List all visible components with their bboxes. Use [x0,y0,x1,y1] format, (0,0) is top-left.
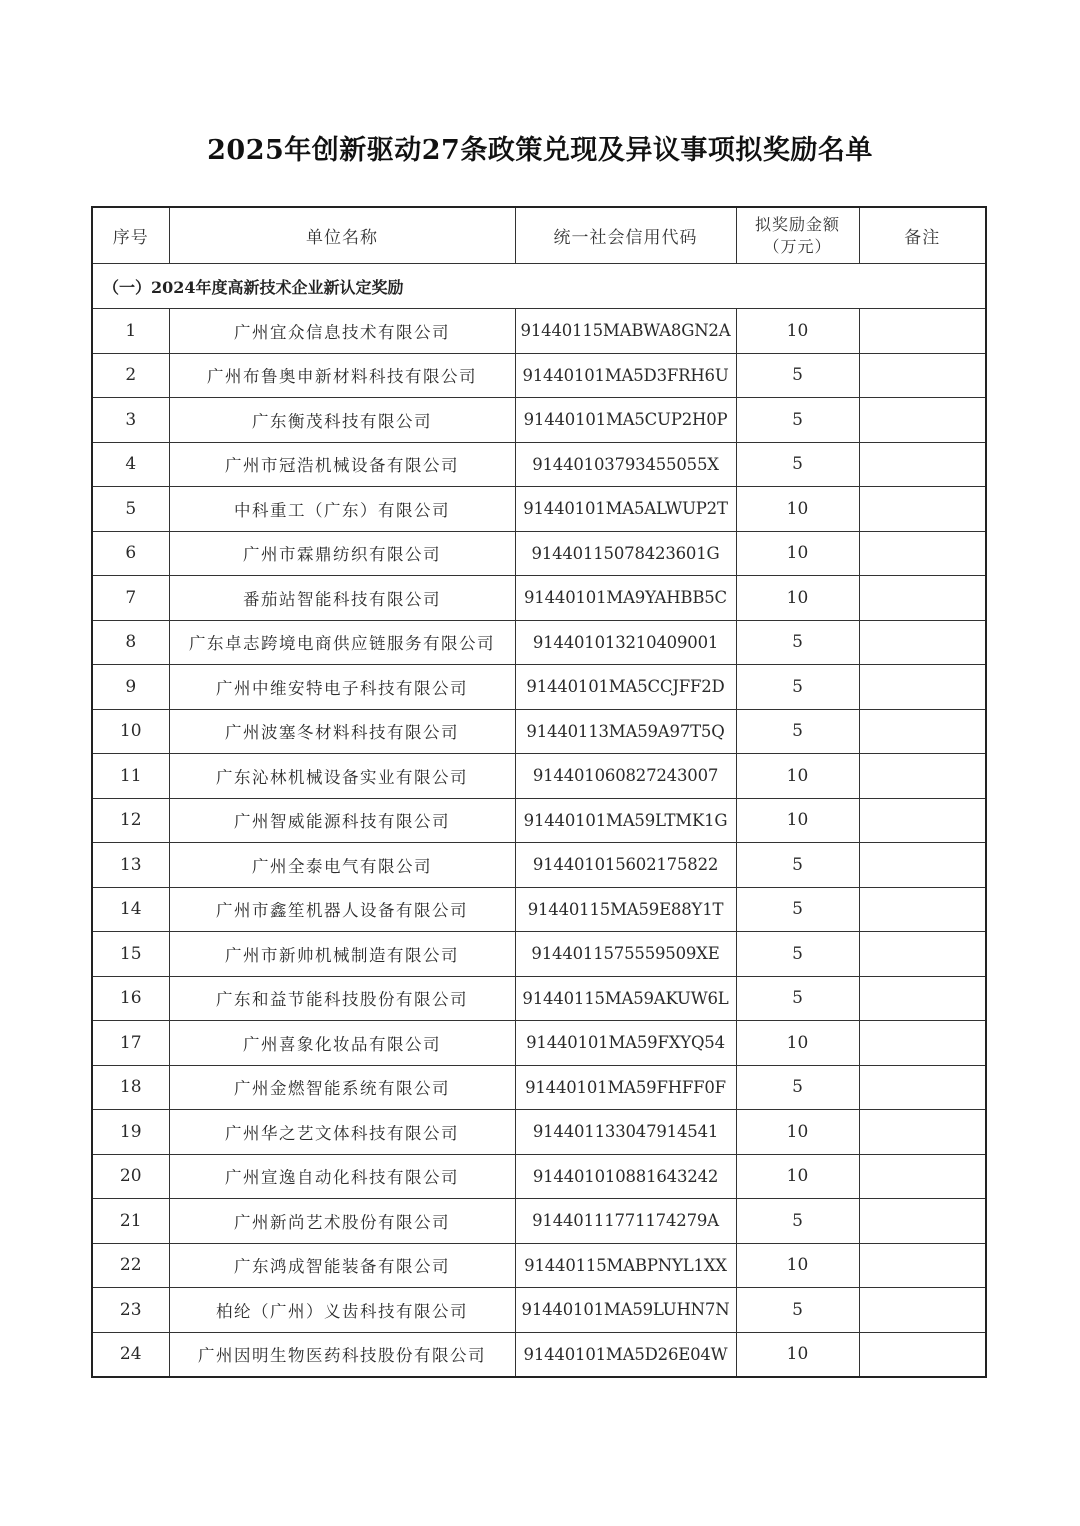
header-amount [736,207,859,264]
row-note-cell [859,887,986,932]
row-amount-cell: 5 [736,1199,859,1244]
table-row [92,531,986,576]
row-name-cell: 广州金燃智能系统有限公司 [169,1065,515,1110]
table-row [92,976,986,1021]
row-no-cell: 13 [92,843,169,888]
row-amount-cell: 10 [736,1154,859,1199]
row-no-cell: 7 [92,576,169,621]
row-amount-cell: 10 [736,1332,859,1377]
row-note-cell [859,709,986,754]
row-code-cell: 91440101MA5CUP2H0P [515,398,736,443]
row-no-cell: 22 [92,1243,169,1288]
row-no-cell: 4 [92,442,169,487]
row-no-cell: 15 [92,932,169,977]
row-amount-cell: 10 [736,754,859,799]
row-code-cell: 914401133047914541 [515,1110,736,1155]
row-amount-cell: 10 [736,309,859,354]
row-code-cell: 91440101MA59LUHN7N [515,1288,736,1333]
page-title: 2025年创新驱动27条政策兑现及异议事项拟奖励名单 [207,135,873,166]
table-row [92,1154,986,1199]
row-amount-cell: 10 [736,1021,859,1066]
award-table [91,206,987,1378]
row-name-cell: 广州市新帅机械制造有限公司 [169,932,515,977]
row-no-cell: 2 [92,353,169,398]
row-code-cell: 91440115MA59AKUW6L [515,976,736,1021]
row-amount-cell: 10 [736,487,859,532]
row-note-cell [859,1288,986,1333]
row-amount-cell: 5 [736,620,859,665]
row-code-cell: 91440115MABPNYL1XX [515,1243,736,1288]
row-no-cell: 3 [92,398,169,443]
row-name-cell: 广州宜众信息技术有限公司 [169,309,515,354]
row-note-cell [859,1021,986,1066]
table-row [92,665,986,710]
table-row [92,1332,986,1377]
row-amount-cell: 5 [736,887,859,932]
table-row [92,1110,986,1155]
row-amount-cell: 5 [736,843,859,888]
row-note-cell [859,487,986,532]
table-row [92,754,986,799]
row-no-cell: 6 [92,531,169,576]
row-code-cell: 914401015602175822 [515,843,736,888]
row-note-cell [859,309,986,354]
table-row [92,442,986,487]
row-note-cell [859,531,986,576]
row-amount-cell: 5 [736,932,859,977]
row-name-cell: 广州布鲁奥申新材料科技有限公司 [169,353,515,398]
row-name-cell: 广东衡茂科技有限公司 [169,398,515,443]
row-note-cell [859,1154,986,1199]
row-name-cell: 广州全泰电气有限公司 [169,843,515,888]
row-no-cell: 20 [92,1154,169,1199]
row-code-cell: 91440101MA59FHFF0F [515,1065,736,1110]
row-no-cell: 12 [92,798,169,843]
row-note-cell [859,976,986,1021]
header-name: 单位名称 [169,207,515,264]
row-note-cell [859,1110,986,1155]
row-amount-cell: 5 [736,442,859,487]
row-no-cell: 10 [92,709,169,754]
row-code-cell: 91440101MA5CCJFF2D [515,665,736,710]
row-code-cell: 91440115MABWA8GN2A [515,309,736,354]
row-amount-cell: 5 [736,665,859,710]
row-amount-cell: 5 [736,1288,859,1333]
row-name-cell: 广州新尚艺术股份有限公司 [169,1199,515,1244]
table-row [92,353,986,398]
row-code-cell: 91440101MA5ALWUP2T [515,487,736,532]
row-amount-cell: 10 [736,1110,859,1155]
row-amount-cell: 10 [736,1243,859,1288]
row-name-cell: 广州智威能源科技有限公司 [169,798,515,843]
row-no-cell: 5 [92,487,169,532]
row-code-cell: 91440101MA5D3FRH6U [515,353,736,398]
row-note-cell [859,932,986,977]
row-name-cell: 广州宣逸自动化科技有限公司 [169,1154,515,1199]
row-no-cell: 23 [92,1288,169,1333]
row-name-cell: 番茄站智能科技有限公司 [169,576,515,621]
table-row [92,932,986,977]
table-row [92,709,986,754]
header-no: 序号 [92,207,169,264]
row-code-cell: 9144011575559509XE [515,932,736,977]
row-no-cell: 8 [92,620,169,665]
row-name-cell: 广州市冠浩机械设备有限公司 [169,442,515,487]
table-header [92,207,986,264]
row-code-cell: 91440103793455055X [515,442,736,487]
row-note-cell [859,398,986,443]
header-row [92,207,986,264]
row-no-cell: 11 [92,754,169,799]
row-note-cell [859,754,986,799]
row-code-cell: 914401010881643242 [515,1154,736,1199]
row-code-cell: 91440115MA59E88Y1T [515,887,736,932]
row-name-cell: 广东卓志跨境电商供应链服务有限公司 [169,620,515,665]
row-code-cell: 91440101MA5D26E04W [515,1332,736,1377]
row-name-cell: 广州中维安特电子科技有限公司 [169,665,515,710]
table-row [92,487,986,532]
row-note-cell [859,353,986,398]
table-row [92,620,986,665]
row-code-cell: 914401060827243007 [515,754,736,799]
header-code: 统一社会信用代码 [515,207,736,264]
row-code-cell: 91440115078423601G [515,531,736,576]
row-note-cell [859,620,986,665]
table-row [92,1065,986,1110]
row-amount-cell: 10 [736,798,859,843]
row-code-cell: 91440113MA59A97T5Q [515,709,736,754]
table-row [92,843,986,888]
row-no-cell: 18 [92,1065,169,1110]
table-row [92,1021,986,1066]
row-no-cell: 24 [92,1332,169,1377]
row-note-cell [859,665,986,710]
row-no-cell: 14 [92,887,169,932]
table-row [92,576,986,621]
row-name-cell: 广州华之艺文体科技有限公司 [169,1110,515,1155]
row-no-cell: 17 [92,1021,169,1066]
row-code-cell: 91440101MA59LTMK1G [515,798,736,843]
row-name-cell: 广东鸿成智能装备有限公司 [169,1243,515,1288]
row-name-cell: 广东和益节能科技股份有限公司 [169,976,515,1021]
row-amount-cell: 10 [736,531,859,576]
table-row [92,398,986,443]
header-amount-line2: （万元） [763,236,832,256]
row-no-cell: 16 [92,976,169,1021]
row-note-cell [859,1199,986,1244]
row-code-cell: 91440101MA59FXYQ54 [515,1021,736,1066]
row-name-cell: 广州市霖鼎纺织有限公司 [169,531,515,576]
section-row [92,264,986,309]
row-amount-cell: 5 [736,976,859,1021]
row-amount-cell: 10 [736,576,859,621]
row-note-cell [859,576,986,621]
row-no-cell: 21 [92,1199,169,1244]
row-name-cell: 广州喜象化妆品有限公司 [169,1021,515,1066]
row-note-cell [859,798,986,843]
table-row [92,1243,986,1288]
section-title: （一）2024年度高新技术企业新认定奖励 [92,264,986,309]
table-row [92,309,986,354]
row-no-cell: 1 [92,309,169,354]
row-code-cell: 914401013210409001 [515,620,736,665]
row-no-cell: 9 [92,665,169,710]
row-note-cell [859,1243,986,1288]
row-amount-cell: 5 [736,353,859,398]
row-amount-cell: 5 [736,709,859,754]
row-name-cell: 广州因明生物医药科技股份有限公司 [169,1332,515,1377]
row-note-cell [859,843,986,888]
row-name-cell: 中科重工（广东）有限公司 [169,487,515,532]
row-note-cell [859,1332,986,1377]
table-row [92,798,986,843]
row-amount-cell: 5 [736,398,859,443]
table-row [92,1199,986,1244]
row-name-cell: 广东沁林机械设备实业有限公司 [169,754,515,799]
row-note-cell [859,1065,986,1110]
row-name-cell: 广州波塞冬材料科技有限公司 [169,709,515,754]
row-name-cell: 柏纶（广州）义齿科技有限公司 [169,1288,515,1333]
row-code-cell: 91440101MA9YAHBB5C [515,576,736,621]
row-amount-cell: 5 [736,1065,859,1110]
row-note-cell [859,442,986,487]
row-name-cell: 广州市鑫笙机器人设备有限公司 [169,887,515,932]
header-amount-line1: 拟奖励金额 [754,214,840,234]
row-code-cell: 91440111771174279A [515,1199,736,1244]
table-row [92,887,986,932]
row-no-cell: 19 [92,1110,169,1155]
header-note: 备注 [859,207,986,264]
table-row [92,1288,986,1333]
table-body [92,264,986,1378]
